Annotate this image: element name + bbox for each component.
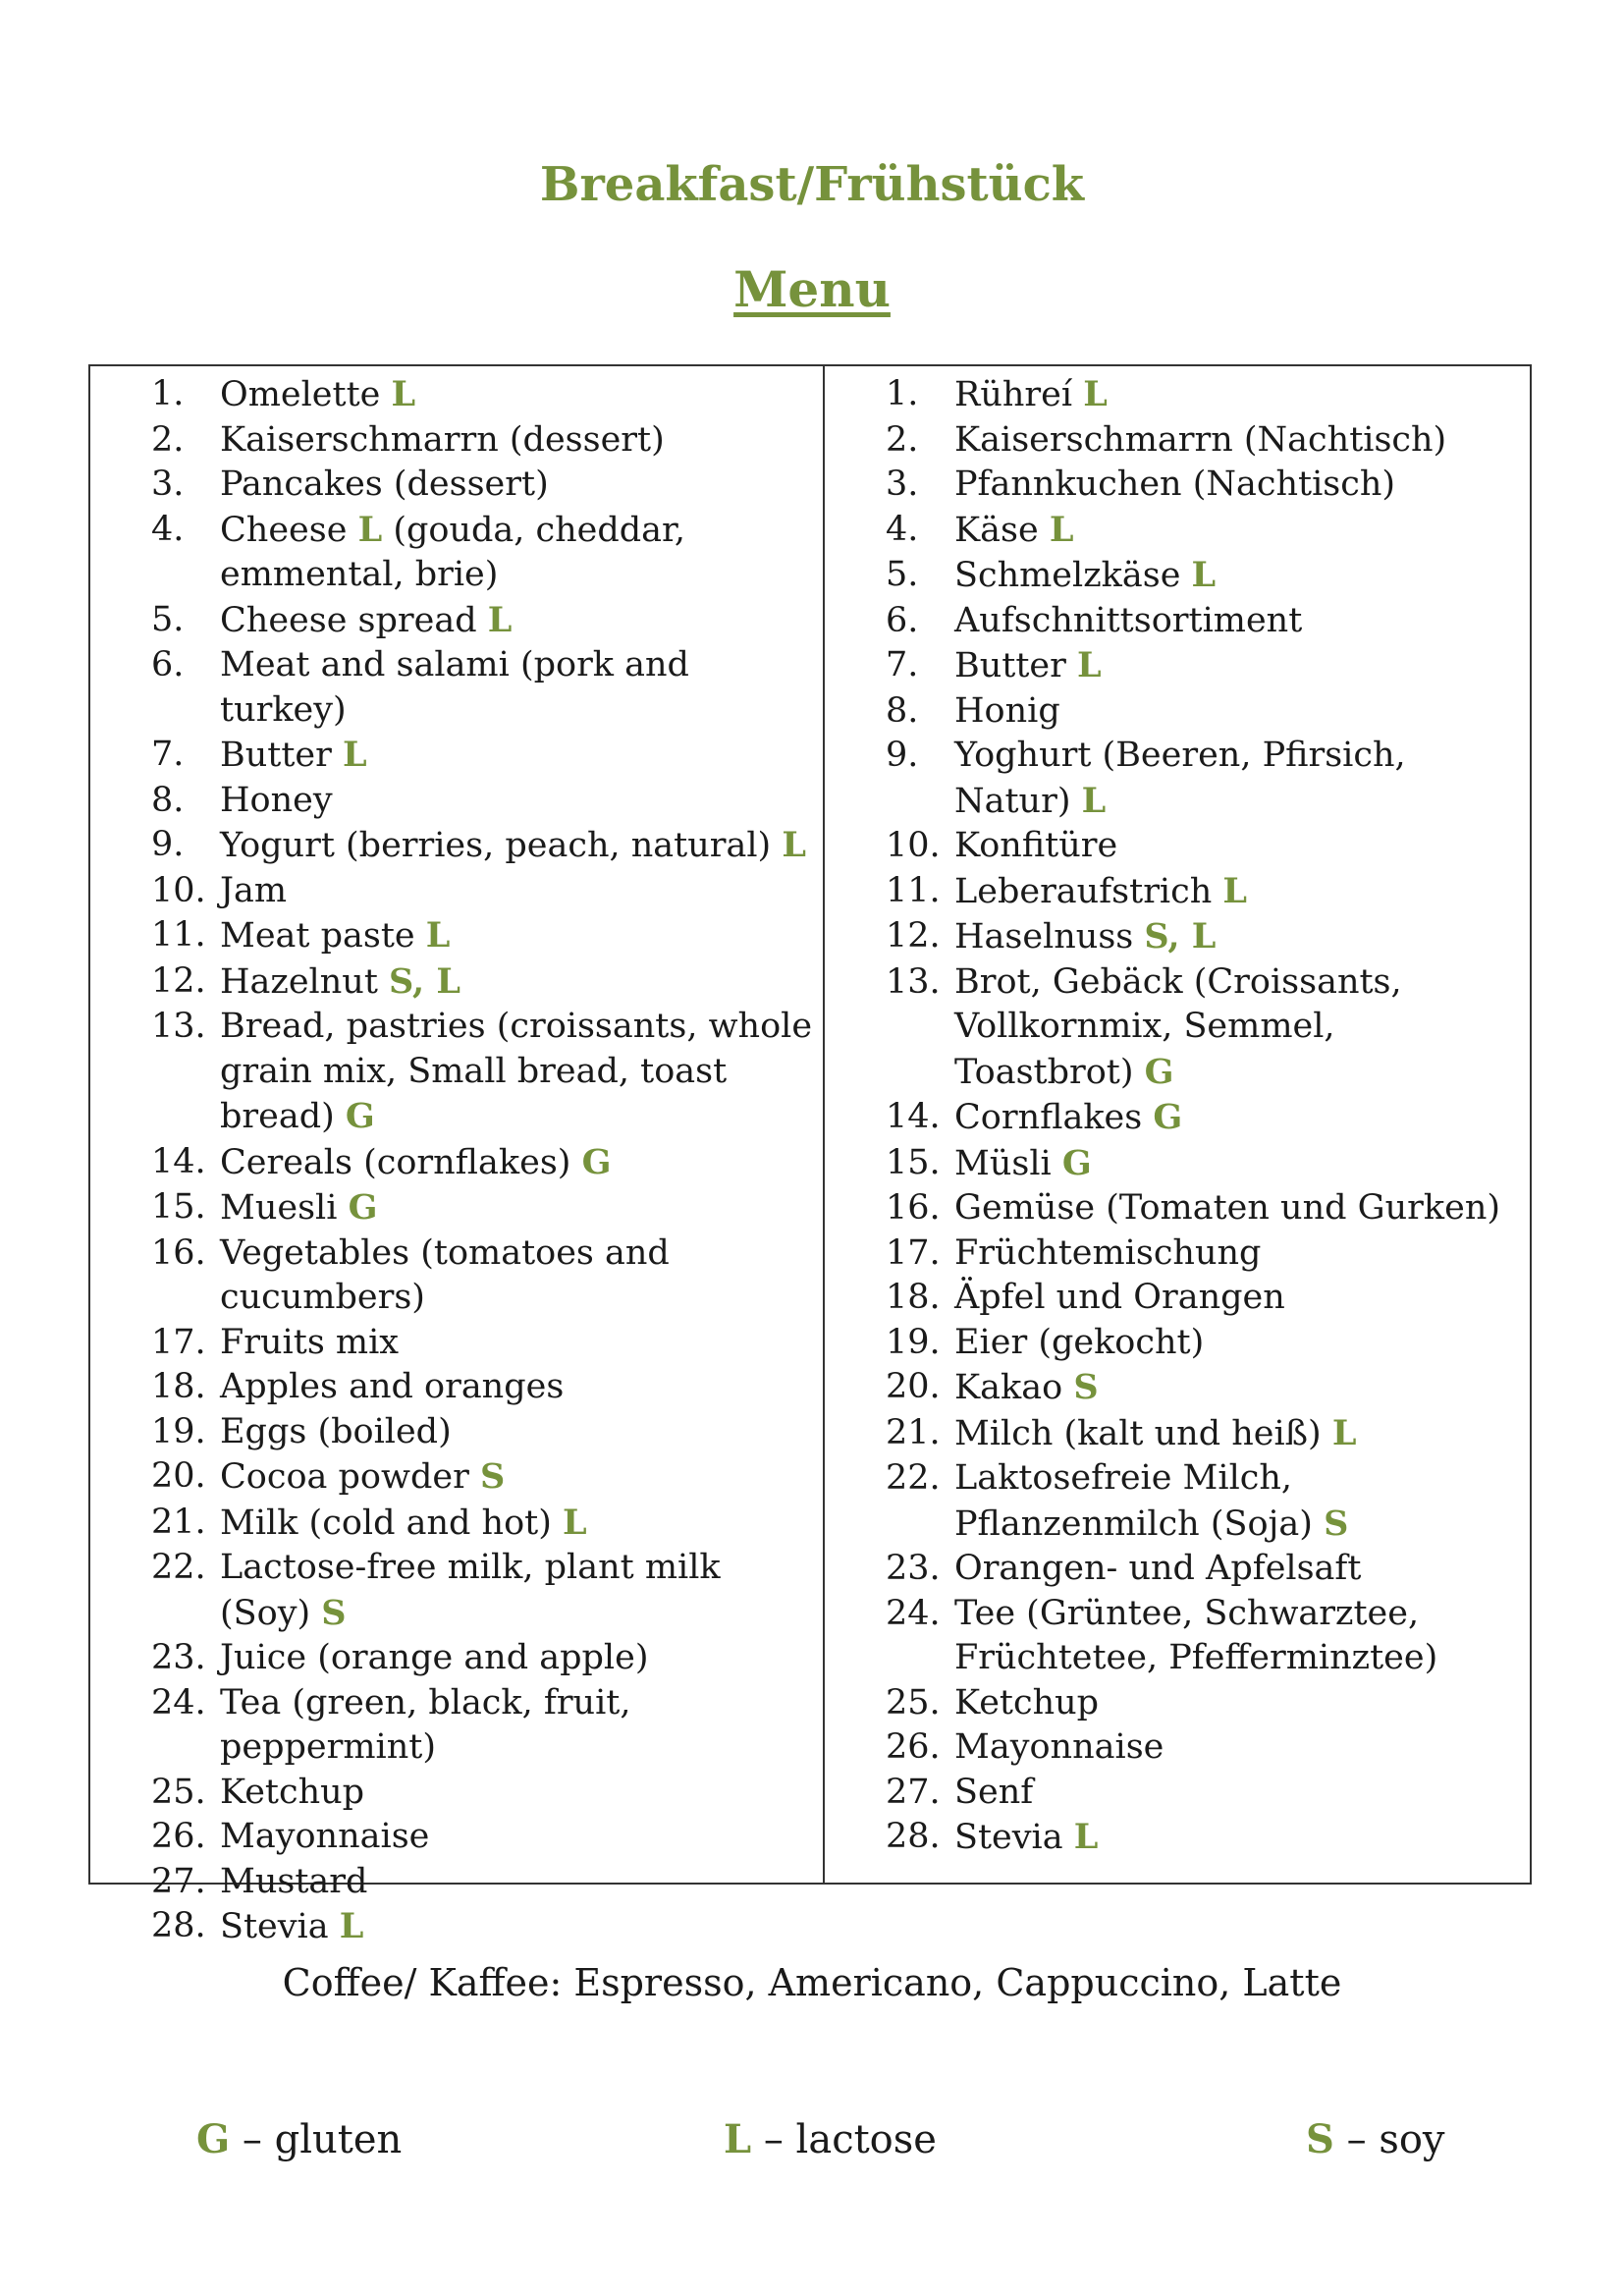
german-menu-item xyxy=(886,1815,1530,1861)
item-description xyxy=(954,508,1530,554)
german-menu-item xyxy=(886,869,1530,915)
item-description xyxy=(220,869,823,914)
item-number: 4. xyxy=(151,509,185,549)
english-menu-item xyxy=(151,418,823,464)
item-name: Butter xyxy=(954,646,1066,685)
item-number: 19. xyxy=(886,1322,941,1362)
allergen-marker: S, L xyxy=(389,960,461,1002)
item-name: Milch (kalt und heiß) xyxy=(954,1413,1322,1453)
allergen-marker: G xyxy=(1061,1142,1092,1183)
german-menu-item xyxy=(886,1321,1530,1366)
item-description xyxy=(220,1321,823,1366)
item-name: Mustard xyxy=(220,1861,368,1901)
item-name: Juice (orange and apple) xyxy=(220,1638,649,1677)
item-description xyxy=(220,1815,823,1860)
item-number: 14. xyxy=(151,1141,206,1181)
item-description xyxy=(954,643,1530,689)
item-name: Käse xyxy=(954,510,1039,550)
allergen-marker: L xyxy=(1222,870,1248,911)
german-menu-item xyxy=(886,1547,1530,1592)
item-description xyxy=(954,914,1530,960)
german-menu-item xyxy=(886,689,1530,735)
item-number: 9. xyxy=(886,736,919,775)
item-name: Cereals (cornflakes) xyxy=(220,1142,571,1182)
item-description xyxy=(220,1410,823,1455)
item-description xyxy=(220,372,823,418)
item-number: 25. xyxy=(151,1772,206,1812)
item-number: 22. xyxy=(886,1458,941,1498)
allergen-marker: L xyxy=(1191,555,1217,595)
english-menu-item xyxy=(151,913,823,959)
english-menu-item xyxy=(151,1815,823,1860)
allergen-marker: L xyxy=(1076,645,1102,685)
item-number: 16. xyxy=(886,1188,941,1228)
allergen-marker: S xyxy=(479,1456,506,1497)
item-name: Stevia xyxy=(954,1818,1063,1857)
item-name: Cheese xyxy=(220,510,348,550)
item-description xyxy=(954,869,1530,915)
english-menu-item xyxy=(151,1681,823,1771)
item-name: Mayonnaise xyxy=(954,1727,1164,1767)
item-number: 23. xyxy=(886,1549,941,1588)
item-name: Yoghurt (Beeren, Pfirsich, Natur) xyxy=(954,736,1406,821)
english-menu-item xyxy=(151,1771,823,1816)
item-number: 3. xyxy=(886,465,919,504)
legend-soy xyxy=(1306,2116,1445,2162)
item-number: 22. xyxy=(151,1548,206,1587)
item-name: Früchtemischung xyxy=(954,1232,1262,1273)
item-name: Konfitüre xyxy=(954,826,1118,865)
item-number: 7. xyxy=(151,735,185,774)
german-menu-item xyxy=(886,1592,1530,1681)
english-menu-item xyxy=(151,779,823,824)
item-number: 8. xyxy=(151,780,185,820)
item-number: 21. xyxy=(151,1502,206,1542)
item-number: 23. xyxy=(151,1638,206,1677)
item-number: 9. xyxy=(151,825,185,864)
item-name: Rühreí xyxy=(954,375,1073,414)
allergen-marker: L xyxy=(357,509,383,550)
item-number: 13. xyxy=(151,1007,206,1046)
item-name: Omelette xyxy=(220,375,381,414)
legend-code: G xyxy=(196,2116,231,2162)
english-menu-item xyxy=(151,1231,823,1321)
item-number: 14. xyxy=(886,1097,941,1136)
german-menu-item xyxy=(886,1095,1530,1141)
item-name: Orangen- und Apfelsaft xyxy=(954,1549,1362,1588)
item-number: 10. xyxy=(151,870,206,910)
english-menu-item xyxy=(151,1636,823,1681)
item-description xyxy=(220,643,823,733)
item-number: 18. xyxy=(151,1367,206,1406)
item-description xyxy=(220,779,823,824)
english-menu-item xyxy=(151,733,823,779)
item-name: Leberaufstrich xyxy=(954,871,1213,911)
item-name: Haselnuss xyxy=(954,917,1134,957)
item-number: 13. xyxy=(886,961,941,1002)
item-name: Honig xyxy=(954,690,1060,731)
item-description xyxy=(220,1140,823,1186)
item-number: 21. xyxy=(886,1412,941,1452)
item-number: 17. xyxy=(886,1232,941,1273)
allergen-marker: L xyxy=(487,599,513,640)
item-description xyxy=(220,1904,823,1950)
item-number: 10. xyxy=(886,826,941,865)
item-number: 25. xyxy=(886,1682,941,1722)
english-menu-item xyxy=(151,1365,823,1410)
item-name: Ketchup xyxy=(954,1682,1100,1722)
item-description xyxy=(954,960,1530,1096)
allergen-marker: L xyxy=(782,825,806,865)
item-description xyxy=(954,463,1530,508)
item-description xyxy=(954,1231,1530,1277)
item-number: 17. xyxy=(151,1322,206,1362)
item-description xyxy=(220,1365,823,1410)
german-menu-item xyxy=(886,914,1530,960)
item-description xyxy=(954,418,1530,464)
item-number: 28. xyxy=(151,1906,206,1945)
item-number: 5. xyxy=(886,555,919,594)
german-menu-item xyxy=(886,643,1530,689)
item-name: Vegetables (tomatoes and cucumbers) xyxy=(220,1232,670,1317)
allergen-marker: L xyxy=(1083,374,1108,414)
item-number: 1. xyxy=(886,374,919,413)
allergen-marker: L xyxy=(339,1906,364,1946)
item-description xyxy=(220,913,823,959)
item-number: 20. xyxy=(886,1367,941,1406)
legend-gluten xyxy=(196,2116,402,2162)
item-number: 24. xyxy=(886,1593,941,1633)
item-description xyxy=(220,1454,823,1501)
menu-table xyxy=(88,364,1532,1946)
item-details: (gouda, cheddar, emmental, brie) xyxy=(220,510,686,594)
allergen-marker: G xyxy=(345,1096,375,1136)
item-description xyxy=(954,1411,1530,1457)
item-number: 2. xyxy=(151,419,185,460)
german-menu-item xyxy=(886,1365,1530,1411)
allergen-marker: L xyxy=(563,1502,587,1543)
item-description xyxy=(220,1231,823,1321)
item-number: 11. xyxy=(151,915,206,955)
item-description xyxy=(220,1771,823,1816)
item-name: Tea (green, black, fruit, peppermint) xyxy=(220,1682,631,1767)
item-number: 1. xyxy=(151,374,185,413)
item-description xyxy=(954,689,1530,735)
item-number: 20. xyxy=(151,1456,206,1496)
english-menu-item xyxy=(151,598,823,644)
legend-code: L xyxy=(724,2116,752,2162)
german-menu-item xyxy=(886,1681,1530,1726)
coffee-line: Coffee/ Kaffee: Espresso, Americano, Cappuccino, Latte xyxy=(282,1961,1342,2004)
item-name: Schmelzkäse xyxy=(954,556,1181,595)
english-menu-item xyxy=(151,1454,823,1501)
english-menu-item xyxy=(151,1185,823,1231)
item-description xyxy=(220,1005,823,1140)
allergen-marker: G xyxy=(581,1141,612,1182)
item-number: 7. xyxy=(886,645,919,684)
german-menu-item xyxy=(886,824,1530,869)
item-description xyxy=(220,959,823,1006)
item-name: Jam xyxy=(220,870,288,910)
item-description xyxy=(220,418,823,464)
item-number: 19. xyxy=(151,1411,206,1451)
item-description xyxy=(954,1815,1530,1861)
item-description xyxy=(954,553,1530,599)
item-number: 6. xyxy=(151,645,185,684)
item-description xyxy=(220,1636,823,1681)
item-name: Kaiserschmarrn (Nachtisch) xyxy=(954,419,1447,460)
german-menu-item xyxy=(886,463,1530,508)
item-name: Äpfel und Orangen xyxy=(954,1278,1285,1317)
allergen-marker: L xyxy=(391,374,416,414)
item-number: 26. xyxy=(151,1817,206,1856)
item-name: Meat and salami (pork and turkey) xyxy=(220,645,689,730)
item-description xyxy=(954,824,1530,869)
item-number: 5. xyxy=(151,599,185,639)
item-name: Eier (gekocht) xyxy=(954,1322,1205,1362)
item-name: Hazelnut xyxy=(220,961,378,1002)
item-description xyxy=(954,734,1530,824)
item-name: Lactose-free milk, plant milk (Soy) xyxy=(220,1548,721,1633)
english-menu-item xyxy=(151,959,823,1006)
item-number: 11. xyxy=(886,870,941,910)
english-menu-item xyxy=(151,508,823,598)
english-column xyxy=(90,366,825,1946)
item-description xyxy=(954,1547,1530,1592)
item-number: 16. xyxy=(151,1232,206,1273)
item-description xyxy=(220,733,823,779)
english-menu-item xyxy=(151,1005,823,1140)
item-number: 24. xyxy=(151,1682,206,1722)
allergen-marker: S xyxy=(1073,1367,1099,1407)
item-description xyxy=(220,598,823,644)
english-menu-item xyxy=(151,1546,823,1636)
item-name: Cocoa powder xyxy=(220,1457,469,1497)
item-description xyxy=(220,508,823,598)
item-description xyxy=(954,1771,1530,1816)
item-name: Brot, Gebäck (Croissants, Vollkornmix, Semmel, Toastbrot) xyxy=(954,961,1402,1092)
item-name: Butter xyxy=(220,736,332,775)
item-number: 4. xyxy=(886,509,919,549)
item-number: 2. xyxy=(886,419,919,460)
english-menu-item xyxy=(151,1860,823,1905)
allergen-marker: L xyxy=(342,735,367,775)
legend-label: – lactose xyxy=(763,2117,937,2162)
item-description xyxy=(220,1546,823,1636)
legend-label: – gluten xyxy=(242,2117,403,2162)
legend-label: – soy xyxy=(1346,2117,1445,2162)
allergen-marker: S xyxy=(1324,1503,1349,1544)
item-number: 15. xyxy=(886,1142,941,1182)
item-description xyxy=(954,1456,1530,1547)
german-menu-item xyxy=(886,553,1530,599)
item-number: 18. xyxy=(886,1278,941,1317)
item-name: Pancakes (dessert) xyxy=(220,465,549,504)
german-menu-item xyxy=(886,599,1530,644)
allergen-marker: S, L xyxy=(1144,916,1217,957)
english-menu-item xyxy=(151,823,823,869)
allergen-marker: G xyxy=(1144,1051,1174,1092)
german-menu-item xyxy=(886,1725,1530,1771)
item-description xyxy=(954,599,1530,644)
item-description xyxy=(220,463,823,508)
english-menu-item xyxy=(151,643,823,733)
item-number: 15. xyxy=(151,1187,206,1227)
german-menu-item xyxy=(886,734,1530,824)
allergen-marker: L xyxy=(1049,509,1074,550)
item-name: Senf xyxy=(954,1772,1034,1812)
item-number: 28. xyxy=(886,1817,941,1856)
english-menu-item xyxy=(151,1904,823,1950)
allergen-marker: S xyxy=(321,1592,347,1633)
english-menu-item xyxy=(151,1321,823,1366)
item-number: 3. xyxy=(151,465,185,504)
item-name: Gemüse (Tomaten und Gurken) xyxy=(954,1188,1501,1228)
item-name: Pfannkuchen (Nachtisch) xyxy=(954,465,1396,504)
legend-lactose xyxy=(724,2116,937,2162)
item-description xyxy=(954,1095,1530,1141)
english-menu-item xyxy=(151,372,823,418)
item-name: Kakao xyxy=(954,1368,1063,1407)
legend-code: S xyxy=(1306,2116,1334,2162)
item-name: Laktosefreie Milch, Pflanzenmilch (Soja) xyxy=(954,1458,1313,1544)
german-menu-item xyxy=(886,372,1530,418)
item-name: Cornflakes xyxy=(954,1098,1143,1137)
german-menu-item xyxy=(886,1186,1530,1231)
item-name: Aufschnittsortiment xyxy=(954,600,1303,640)
item-name: Milk (cold and hot) xyxy=(220,1503,552,1543)
allergen-marker: G xyxy=(348,1187,378,1228)
item-name: Müsli xyxy=(954,1143,1052,1183)
item-name: Mayonnaise xyxy=(220,1817,430,1856)
item-description xyxy=(954,1592,1530,1681)
english-menu-item xyxy=(151,1501,823,1547)
allergen-marker: L xyxy=(1073,1817,1099,1857)
item-description xyxy=(954,1321,1530,1366)
german-menu-item xyxy=(886,1276,1530,1321)
item-description xyxy=(954,1681,1530,1726)
german-menu-item xyxy=(886,1141,1530,1187)
german-menu-item xyxy=(886,960,1530,1096)
item-number: 12. xyxy=(886,916,941,956)
item-number: 27. xyxy=(151,1861,206,1901)
english-menu-item xyxy=(151,1410,823,1455)
german-column xyxy=(825,366,1530,1883)
allergen-marker: L xyxy=(425,915,451,956)
english-menu-item xyxy=(151,869,823,914)
item-name: Cheese spread xyxy=(220,600,477,640)
item-name: Eggs (boiled) xyxy=(220,1411,452,1451)
item-name: Kaiserschmarrn (dessert) xyxy=(220,419,665,460)
item-name: Fruits mix xyxy=(220,1322,400,1362)
item-number: 8. xyxy=(886,690,919,731)
item-number: 27. xyxy=(886,1772,941,1812)
item-description xyxy=(220,1860,823,1905)
german-menu-item xyxy=(886,1411,1530,1457)
item-description xyxy=(220,1501,823,1547)
item-name: Honey xyxy=(220,780,333,820)
german-menu-item xyxy=(886,1771,1530,1816)
item-number: 12. xyxy=(151,960,206,1001)
allergen-marker: G xyxy=(1153,1097,1183,1137)
english-menu-item xyxy=(151,463,823,508)
item-description xyxy=(220,1185,823,1231)
page-title: Breakfast/Frühstück xyxy=(539,157,1085,212)
item-description xyxy=(954,1276,1530,1321)
item-name: Tee (Grüntee, Schwarztee, Früchtetee, Pfefferminztee) xyxy=(954,1593,1438,1677)
item-description xyxy=(954,372,1530,418)
item-name: Apples and oranges xyxy=(220,1367,565,1406)
german-menu-item xyxy=(886,508,1530,554)
item-name: Ketchup xyxy=(220,1772,365,1812)
item-description xyxy=(954,1186,1530,1231)
german-menu-item xyxy=(886,418,1530,464)
german-menu-item xyxy=(886,1456,1530,1547)
german-menu-item xyxy=(886,1231,1530,1277)
allergen-marker: L xyxy=(1081,780,1107,821)
english-menu-item xyxy=(151,1140,823,1186)
item-name: Yogurt (berries, peach, natural) xyxy=(220,826,772,865)
item-name: Stevia xyxy=(220,1907,329,1946)
item-description xyxy=(220,823,823,869)
menu-heading: Menu xyxy=(733,260,891,318)
item-name: Meat paste xyxy=(220,916,415,956)
item-description xyxy=(220,1681,823,1771)
allergen-marker: L xyxy=(1331,1412,1357,1453)
item-description xyxy=(954,1141,1530,1187)
item-description xyxy=(954,1365,1530,1411)
item-number: 26. xyxy=(886,1727,941,1767)
item-description xyxy=(954,1725,1530,1771)
item-name: Bread, pastries (croissants, whole grain mix, Small bread, toast bread) xyxy=(220,1007,813,1136)
item-number: 6. xyxy=(886,600,919,640)
item-name: Muesli xyxy=(220,1188,338,1228)
